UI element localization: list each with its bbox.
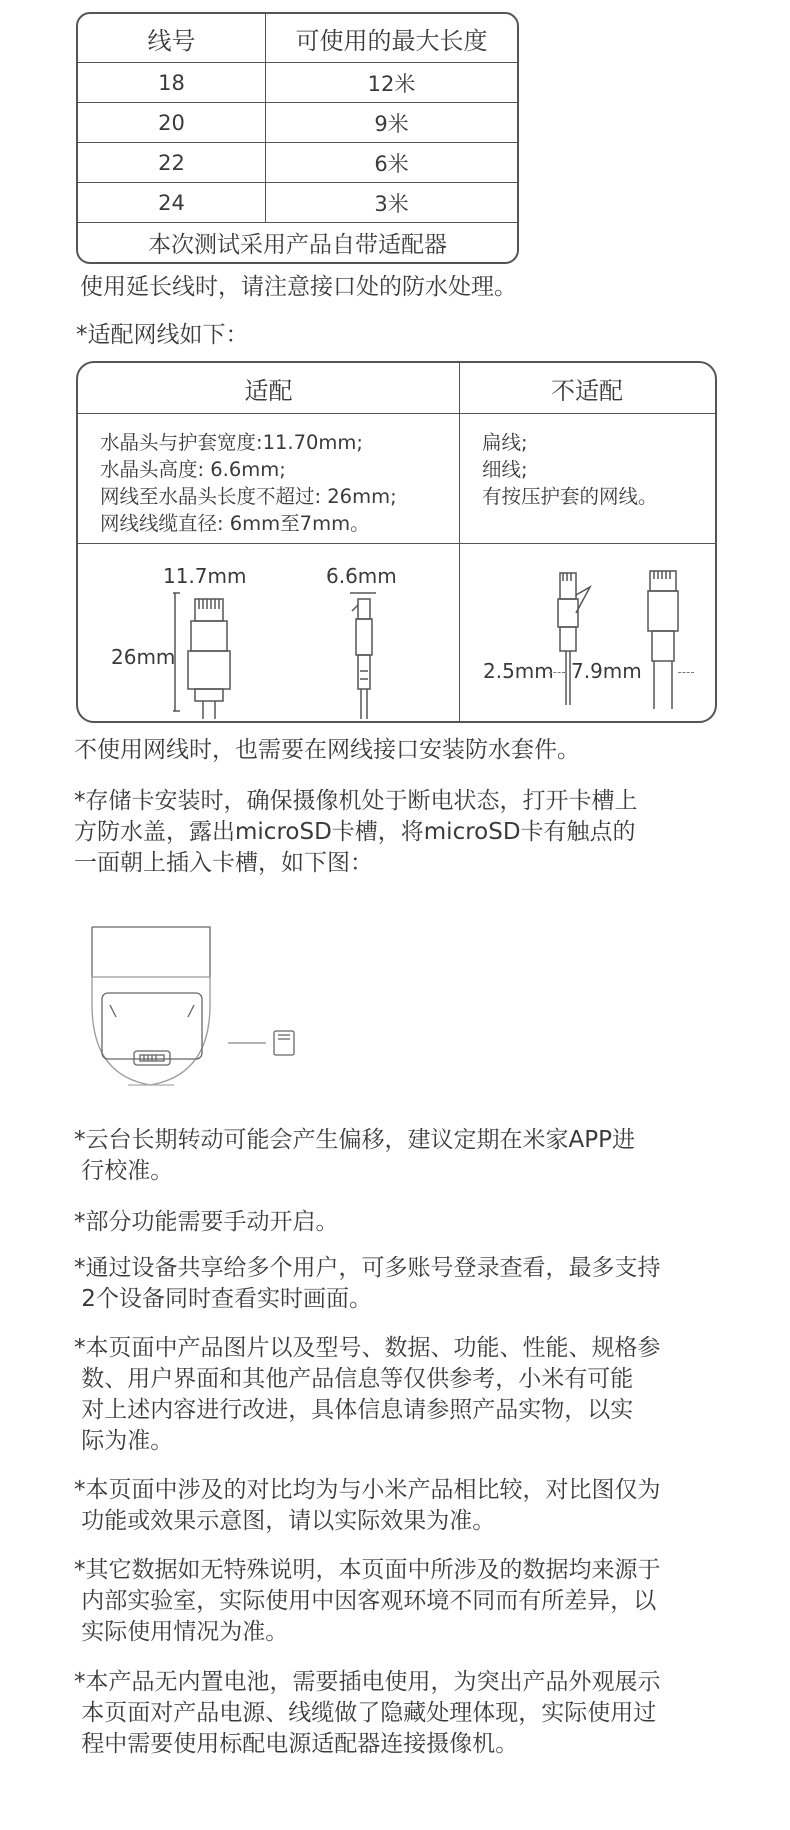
unsuitable-spec-list bbox=[482, 429, 658, 510]
dim-width-label: 11.7mm bbox=[163, 564, 247, 588]
table-footer: 本次测试采用产品自带适配器 bbox=[148, 232, 447, 258]
note-line: *通过设备共享给多个用户，可多账号登录查看，最多支持 bbox=[74, 1255, 661, 1281]
length-cell: 3米 bbox=[374, 191, 409, 216]
note-lab-data bbox=[74, 1555, 661, 1648]
note-line: 功能或效果示意图，请以实际效果为准。 bbox=[74, 1508, 496, 1534]
dim-length-label: 26mm bbox=[111, 645, 176, 669]
suitable-header: 适配 bbox=[244, 376, 293, 405]
row-divider bbox=[78, 543, 715, 544]
dim-flat-label: 7.9mm bbox=[571, 659, 642, 683]
note-line: 际为准。 bbox=[74, 1428, 174, 1454]
cable-table bbox=[76, 361, 717, 723]
note-line: *其它数据如无特殊说明，本页面中所涉及的数据均来源于 bbox=[74, 1557, 661, 1583]
note-line: *部分功能需要手动开启。 bbox=[74, 1209, 339, 1235]
spec-item: 细线; bbox=[482, 458, 528, 481]
length-cell: 6米 bbox=[374, 151, 409, 176]
table-row bbox=[78, 143, 517, 183]
note-line: 数、用户界面和其他产品信息等仅供参考，小米有可能 bbox=[74, 1366, 634, 1392]
note-line: 实际使用情况为准。 bbox=[74, 1619, 289, 1645]
note-line: 2个设备同时查看实时画面。 bbox=[74, 1286, 372, 1312]
cable-intro: *适配网线如下： bbox=[76, 322, 249, 348]
note-device-sharing bbox=[74, 1253, 661, 1315]
note-line: 内部实验室，实际使用中因客观环境不同而有所差异，以 bbox=[74, 1588, 657, 1614]
gauge-cell: 24 bbox=[78, 183, 266, 222]
note-no-battery bbox=[74, 1667, 661, 1760]
table-header-row bbox=[78, 14, 517, 63]
note-reference-only bbox=[74, 1333, 661, 1457]
note-line: *本产品无内置电池，需要插电使用，为突出产品外观展示 bbox=[74, 1669, 661, 1695]
spec-item: 网线线缆直径: 6mm至7mm。 bbox=[100, 512, 370, 535]
note-comparison bbox=[74, 1475, 661, 1537]
spec-item: 有按压护套的网线。 bbox=[482, 485, 658, 508]
note-line: 行校准。 bbox=[74, 1158, 174, 1184]
table-row bbox=[78, 183, 517, 223]
column-divider bbox=[459, 363, 460, 721]
length-cell: 12米 bbox=[367, 71, 416, 96]
note-calibration bbox=[74, 1125, 635, 1187]
dim-height-label: 6.6mm bbox=[326, 564, 397, 588]
note-line: *本页面中产品图片以及型号、数据、功能、性能、规格参 bbox=[74, 1335, 661, 1361]
dim-thin-leader bbox=[549, 672, 565, 673]
suitable-spec-list bbox=[100, 429, 397, 537]
row-divider bbox=[78, 413, 715, 414]
dim-thin-label: 2.5mm bbox=[483, 659, 554, 683]
spec-item: 网线至水晶头长度不超过: 26mm; bbox=[100, 485, 397, 508]
sd-note-line: 方防水盖，露出microSD卡槽，将microSD卡有触点的 bbox=[74, 819, 636, 845]
connector-front-icon bbox=[173, 591, 283, 723]
header-max-length: 可使用的最大长度 bbox=[295, 26, 488, 55]
note-line: *云台长期转动可能会产生偏移，建议定期在米家APP进 bbox=[74, 1127, 635, 1153]
no-cable-note: 不使用网线时，也需要在网线接口安装防水套件。 bbox=[74, 737, 580, 763]
gauge-cell: 18 bbox=[78, 63, 266, 102]
camera-sd-slot-illustration bbox=[88, 925, 318, 1097]
spec-item: 水晶头高度: 6.6mm; bbox=[100, 458, 286, 481]
length-table bbox=[76, 12, 519, 264]
flat-cable-connector-icon bbox=[644, 563, 684, 711]
sd-card-note bbox=[74, 786, 638, 879]
table-row bbox=[78, 103, 517, 143]
note-line: 本页面对产品电源、线缆做了隐藏处理体现，实际使用过 bbox=[74, 1700, 657, 1726]
connector-side-icon bbox=[346, 591, 386, 723]
note-line: 对上述内容进行改进，具体信息请参照产品实物，以实 bbox=[74, 1397, 634, 1423]
sd-note-line: 一面朝上插入卡槽，如下图： bbox=[74, 850, 373, 876]
extension-note: 使用延长线时，请注意接口处的防水处理。 bbox=[80, 274, 517, 300]
table-row bbox=[78, 63, 517, 103]
note-line: *本页面中涉及的对比均为与小米产品相比较，对比图仅为 bbox=[74, 1477, 661, 1503]
note-line: 程中需要使用标配电源适配器连接摄像机。 bbox=[74, 1731, 519, 1757]
note-manual-features bbox=[74, 1207, 339, 1238]
length-cell: 9米 bbox=[374, 111, 409, 136]
header-gauge: 线号 bbox=[78, 14, 266, 62]
thin-cable-connector-icon bbox=[546, 567, 606, 707]
spec-item: 水晶头与护套宽度:11.70mm; bbox=[100, 431, 363, 454]
gauge-cell: 20 bbox=[78, 103, 266, 142]
gauge-cell: 22 bbox=[78, 143, 266, 182]
sd-note-line: *存储卡安装时，确保摄像机处于断电状态，打开卡槽上 bbox=[74, 788, 638, 814]
spec-item: 扁线; bbox=[482, 431, 528, 454]
dim-flat-leader bbox=[678, 672, 694, 673]
unsuitable-header: 不适配 bbox=[551, 376, 623, 405]
